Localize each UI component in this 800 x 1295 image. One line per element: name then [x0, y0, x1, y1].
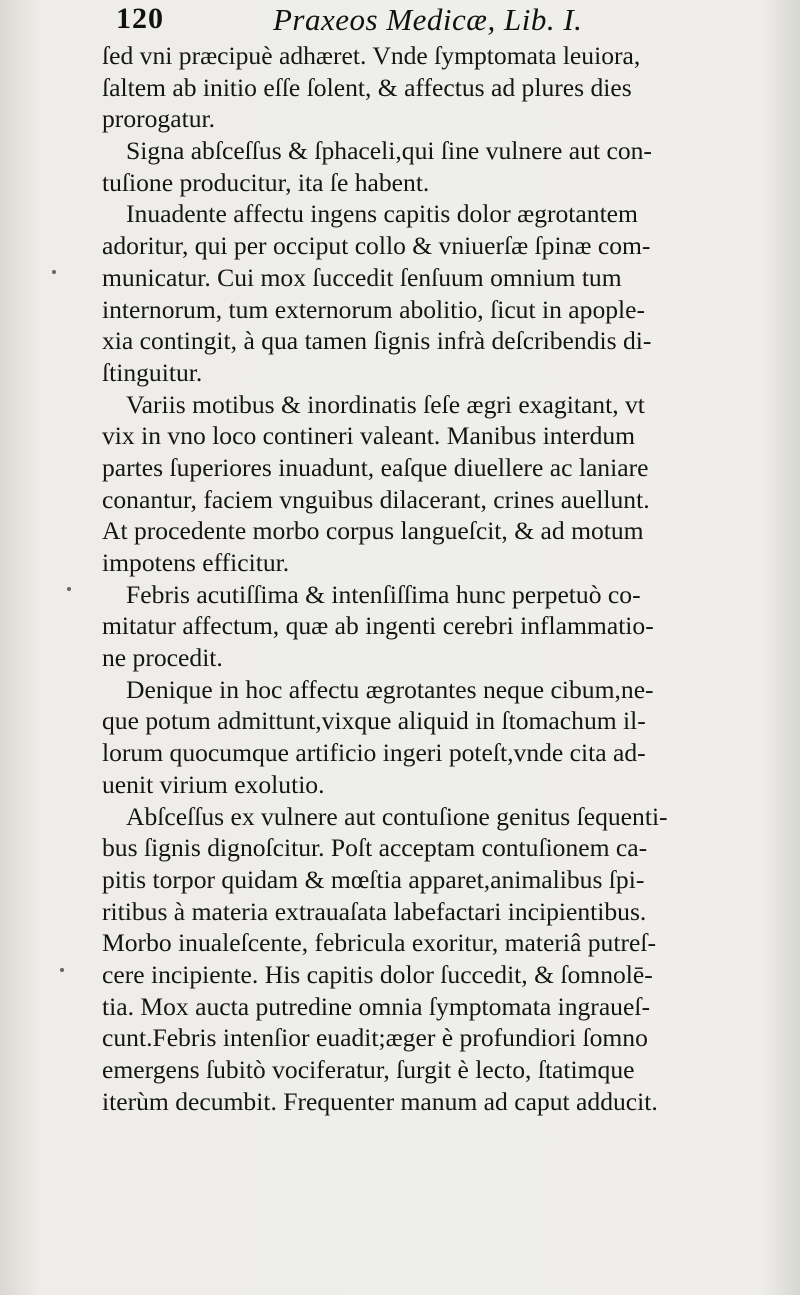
text-line: ſaltem ab initio eſſe ſolent, & affectus ad plures dies — [102, 72, 632, 102]
text-line: ſed vni præcipuè adhæret. Vnde ſymptomata leuiora, — [102, 41, 641, 70]
text-line: prorogatur. — [102, 104, 216, 134]
ink-speck — [60, 968, 64, 972]
text-line: ne procedit. — [102, 643, 223, 673]
page-header — [108, 2, 768, 42]
text-line: partes ſuperiores inuadunt, eaſque diuellere ac laniare — [102, 452, 649, 482]
text-line: municatur. Cui mox ſuccedit ſenſuum omnium tum — [102, 262, 622, 292]
text-line: internorum, tum externorum abolitio, ſicut in apople- — [102, 294, 646, 324]
text-line: Inuadente affectu ingens capitis dolor ægrotantem — [126, 199, 638, 229]
page-number: 120 — [116, 2, 164, 35]
text-line: At procedente morbo corpus langueſcit, & ad motum — [102, 516, 644, 546]
body-text — [102, 40, 770, 1117]
text-line: ſtinguitur. — [102, 357, 203, 387]
text-line: Denique in hoc affectu ægrotantes neque cibum,ne- — [126, 674, 654, 704]
text-line: bus ſignis dignoſcitur. Poſt acceptam contuſionem ca- — [102, 833, 648, 863]
text-line: iterùm decumbit. Frequenter manum ad caput adducit. — [102, 1086, 658, 1116]
text-line: cere incipiente. His capitis dolor ſuccedit, & ſomnolē- — [102, 959, 653, 989]
text-line: adoritur, qui per occiput collo & vniuerſæ ſpinæ com- — [102, 231, 651, 261]
text-line: emergens ſubitò vociferatur, ſurgit è lecto, ſtatimque — [102, 1055, 635, 1084]
text-line: ritibus à materia extrauaſata labefactari incipientibus. — [102, 896, 647, 926]
ink-speck — [52, 270, 56, 274]
ink-speck — [67, 587, 71, 591]
text-line: Variis motibus & inordinatis ſeſe ægri exagitant, vt — [126, 389, 645, 419]
text-line: pitis torpor quidam & mœſtia apparet,animalibus ſpi- — [102, 864, 645, 894]
running-title: Praxeos Medicæ, Lib. I. — [273, 2, 583, 37]
text-line: impotens efficitur. — [102, 548, 290, 577]
text-line: mitatur affectum, quæ ab ingenti cerebri inflammatio- — [102, 611, 654, 641]
text-line: lorum quocumque artificio ingeri poteſt,vnde cita ad- — [102, 738, 646, 768]
text-line: Febris acutiſſima & intenſiſſima hunc perpetuò co- — [126, 579, 641, 609]
text-line: Signa abſceſſus & ſphaceli,qui ſine vulnere aut con- — [126, 136, 652, 166]
text-line: que potum admittunt,vixque aliquid in ſtomachum il- — [102, 706, 646, 736]
text-line: vix in vno loco contineri valeant. Manibus interdum — [102, 421, 636, 451]
text-line: cunt.Febris intenſior euadit;æger è profundiori ſomno — [102, 1023, 648, 1053]
text-line: tuſione producitur, ita ſe habent. — [102, 167, 430, 197]
text-line: xia contingit, à qua tamen ſignis infrà deſcribendis di- — [102, 326, 652, 356]
text-line: Morbo inualeſcente, febricula exoritur, materiâ putreſ- — [102, 928, 656, 958]
text-line: tia. Mox aucta putredine omnia ſymptomata ingraueſ- — [102, 991, 650, 1021]
text-line: Abſceſſus ex vulnere aut contuſione genitus ſequenti- — [126, 801, 668, 831]
text-line: conantur, faciem vnguibus dilacerant, crines auellunt. — [102, 484, 650, 514]
text-line: uenit virium exolutio. — [102, 769, 325, 799]
